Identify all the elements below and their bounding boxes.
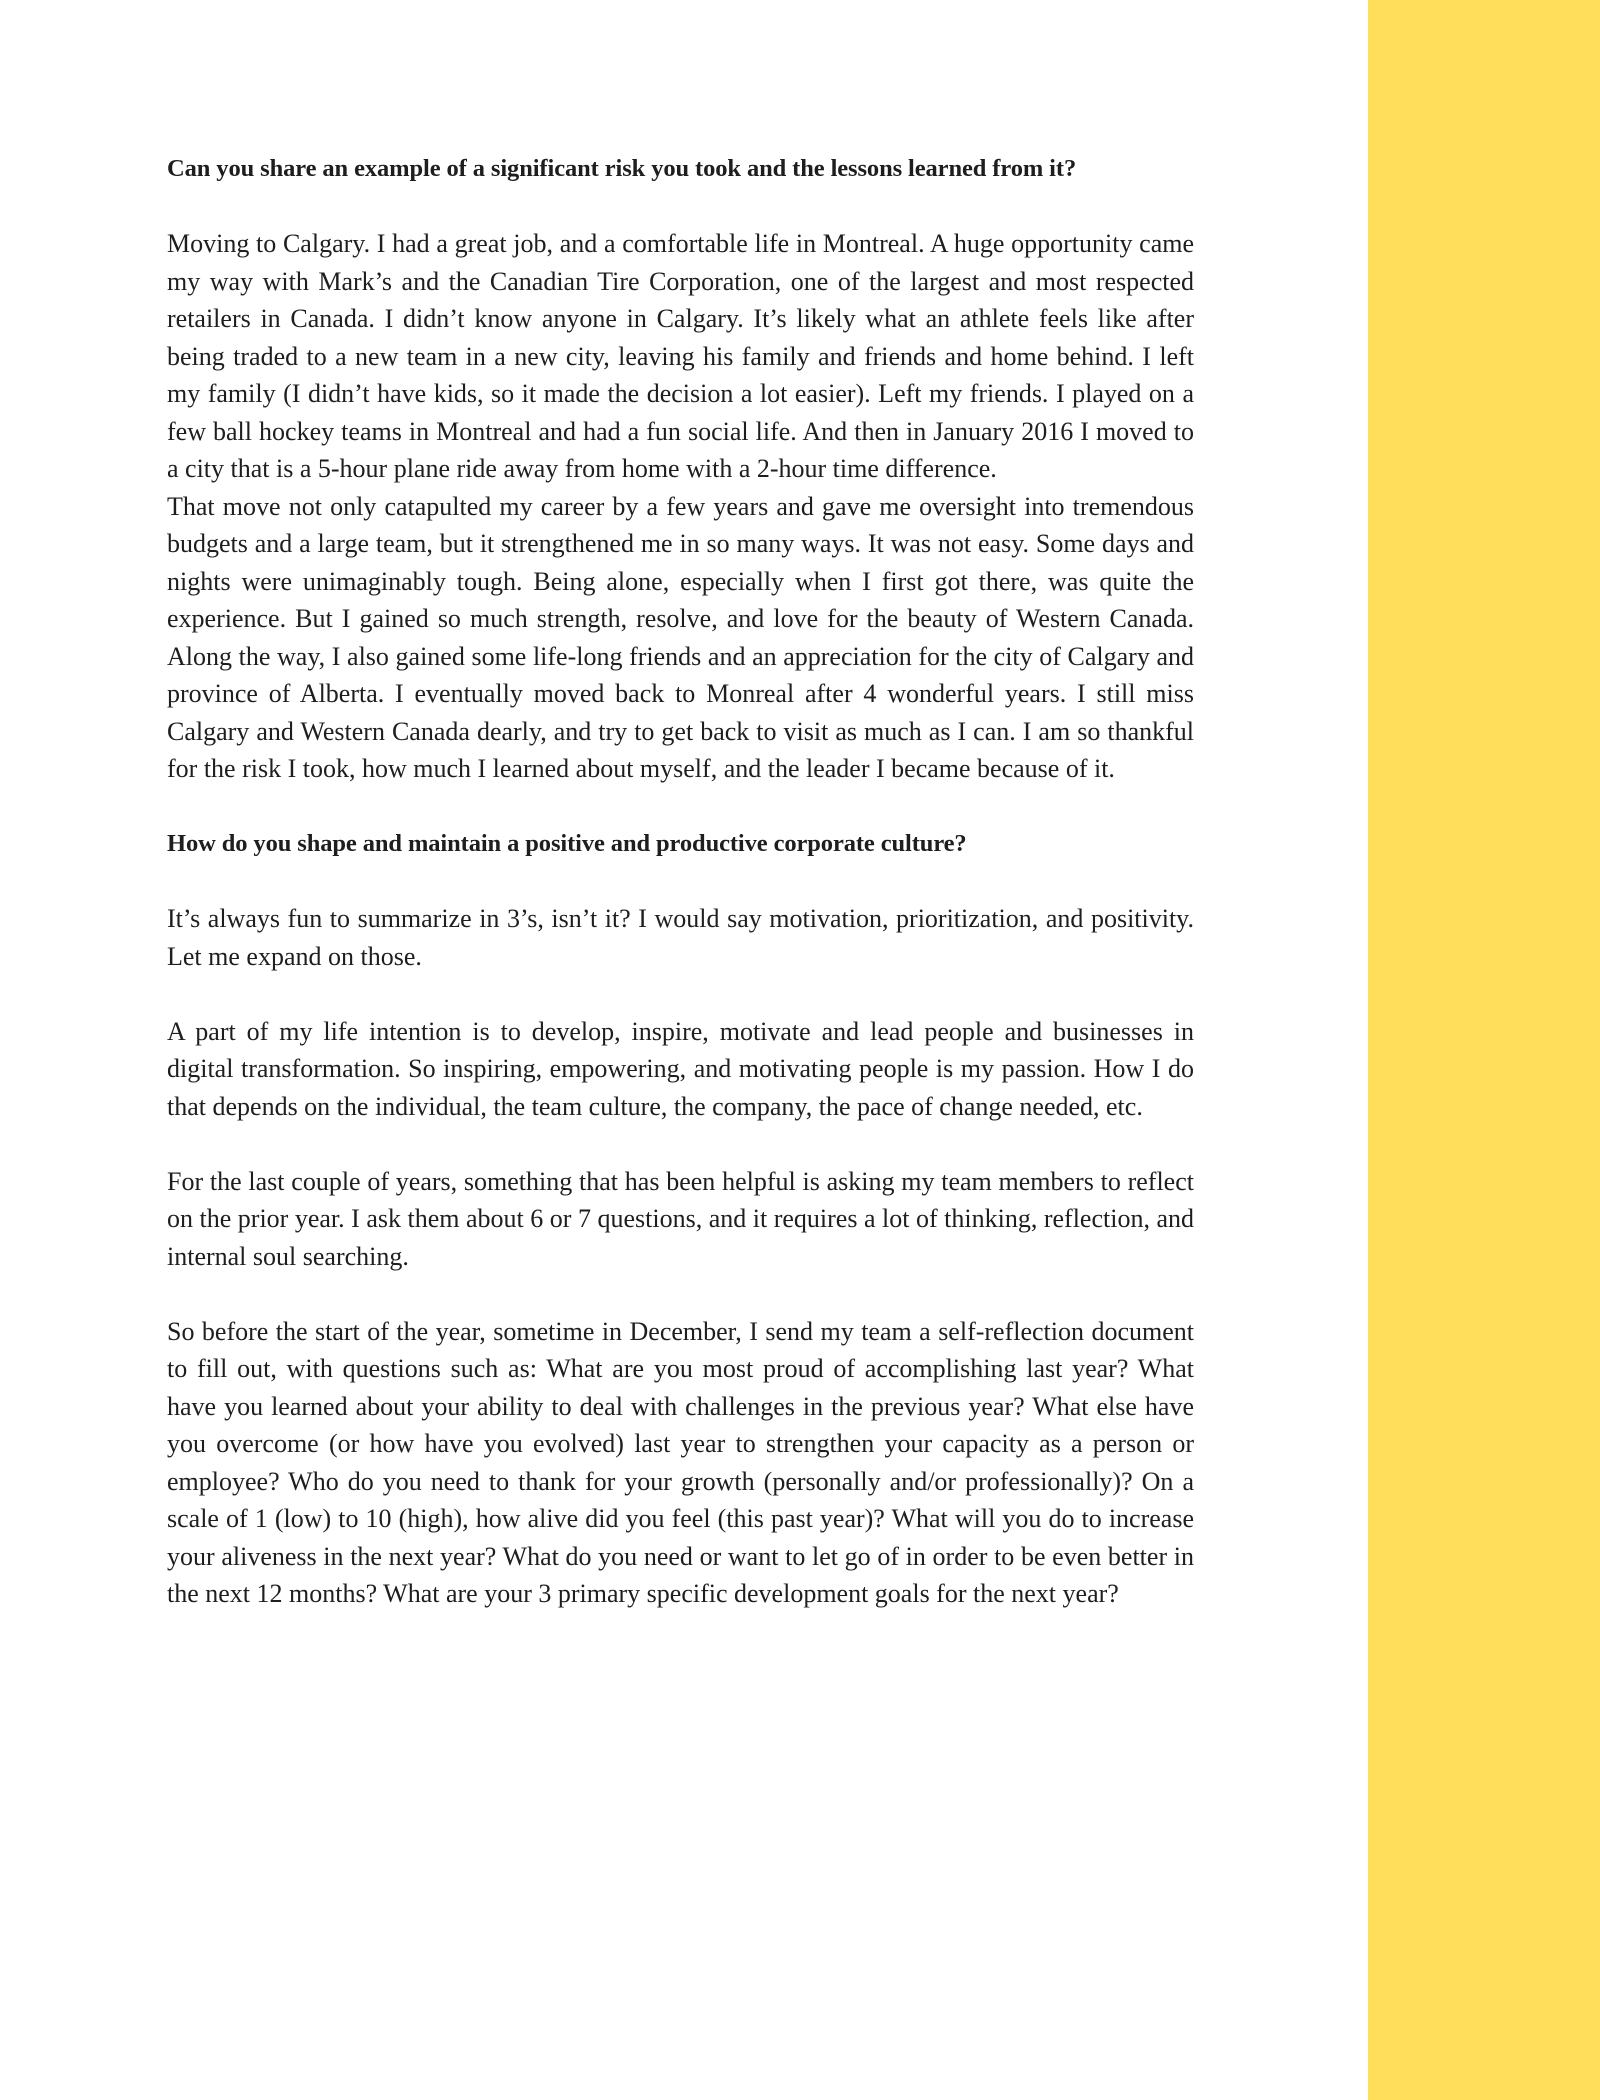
yellow-side-bar bbox=[1368, 0, 1600, 2100]
page-content bbox=[167, 150, 1194, 1613]
spacer bbox=[167, 788, 1194, 826]
spacer bbox=[167, 1275, 1194, 1313]
answer-paragraph: A part of my life intention is to develop, inspire, motivate and lead people and businesses in digital transformation. So inspiring, empowering, and motivating people is my passion. How I do that depends on the individual, the team culture, the company, the pace of change needed, etc. bbox=[167, 1016, 1194, 1121]
spacer bbox=[167, 975, 1194, 1013]
question-heading-risk: Can you share an example of a significant risk you took and the lessons learned from it? bbox=[167, 155, 1077, 182]
answer-paragraph: That move not only catapulted my career by a few years and gave me oversight into tremendous budgets and a large team, but it strengthened me in so many ways. It was not easy. Some days and nights were unimaginably tough. Being alone, especially when I first got there, was quite the experience. But I gained so much strength, resolve, and love for the beauty of Western Canada. Along the way, I also gained some life-long friends and an appreciation for the city of Calgary and province of Alberta. I eventually moved back to Monreal after 4 wonderful years. I still miss Calgary and Western Canada dearly, and try to get back to visit as much as I can. I am so thankful for the risk I took, how much I learned about myself, and the leader I became because of it. bbox=[167, 491, 1194, 783]
answer-paragraph: So before the start of the year, sometime in December, I send my team a self-reflection document to fill out, with questions such as: What are you most proud of accomplishing last year? What have you learned about your ability to deal with challenges in the previous year? What else have you overcome (or how have you evolved) last year to strengthen your capacity as a person or employee? Who do you need to thank for your growth (personally and/or professionally)? On a scale of 1 (low) to 10 (high), how alive did you feel (this past year)? What will you do to increase your aliveness in the next year? What do you need or want to let go of in order to be even better in the next 12 months? What are your 3 primary specific development goals for the next year? bbox=[167, 1316, 1194, 1608]
question-heading-culture: How do you shape and maintain a positive and productive corporate culture? bbox=[167, 830, 967, 857]
spacer bbox=[167, 188, 1194, 226]
answer-paragraph: It’s always fun to summarize in 3’s, isn’t it? I would say motivation, prioritization, and positivity. Let me expand on those. bbox=[167, 904, 1194, 971]
answer-paragraph: For the last couple of years, something that has been helpful is asking my team members to reflect on the prior year. I ask them about 6 or 7 questions, and it requires a lot of thinking, reflection, and internal soul searching. bbox=[167, 1166, 1194, 1271]
spacer bbox=[167, 1125, 1194, 1163]
spacer bbox=[167, 863, 1194, 901]
answer-paragraph: Moving to Calgary. I had a great job, and a comfortable life in Montreal. A huge opportunity came my way with Mark’s and the Canadian Tire Corporation, one of the largest and most respected retailers in Canada. I didn’t know anyone in Calgary. It’s likely what an athlete feels like after being traded to a new team in a new city, leaving his family and friends and home behind. I left my family (I didn’t have kids, so it made the decision a lot easier). Left my friends. I played on a few ball hockey teams in Montreal and had a fun social life. And then in January 2016 I moved to a city that is a 5-hour plane ride away from home with a 2-hour time difference. bbox=[167, 229, 1194, 483]
